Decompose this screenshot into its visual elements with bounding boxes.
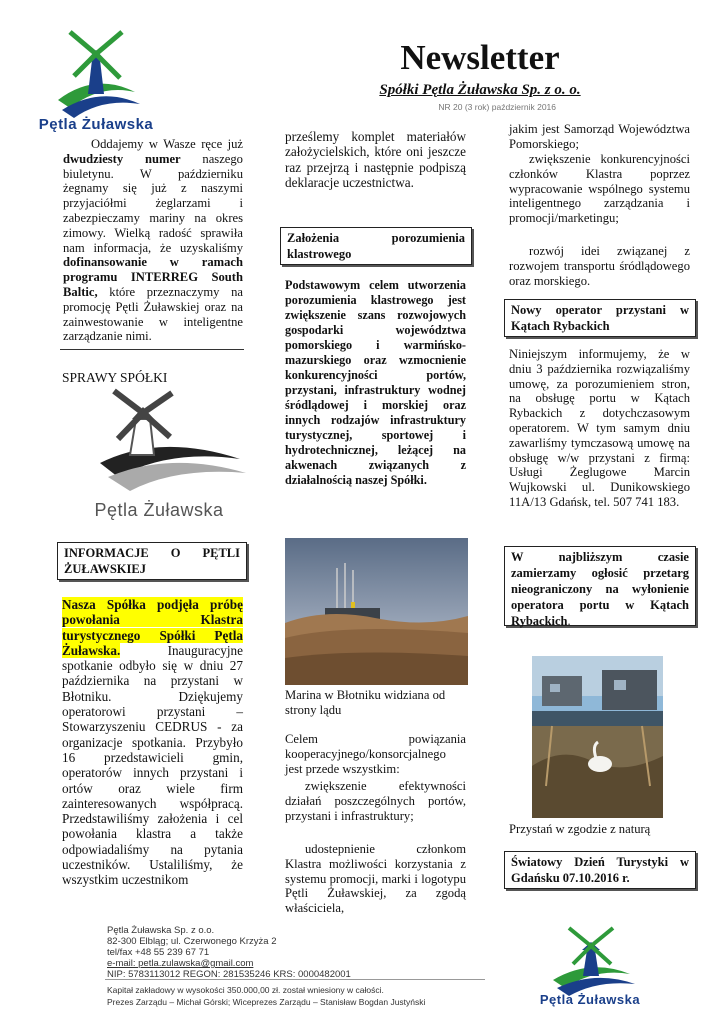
intro-divider [60,349,244,350]
footer-divider [105,979,485,980]
col3-bullet-2: rozwój idei związanej z rozwojem transportu śródlądowego oraz morskiego. [509,244,690,288]
footer-registry: NIP: 5783113012 REGON: 281535246 KRS: 0000482001 [107,969,351,980]
intro-paragraph: Oddajemy w Wasze ręce już dwudziesty numer naszego biuletynu. W październiku żegnamy się już z naszymi przyjaciółmi żeglarzami i zabezpieczamy mariny na okres zimowy. Wielką radość sprawiła nam informacja, że uzyskaliśmy dofinansowanie w ramach programu INTERREG South Baltic, które przeznaczymy na promocję Pętli Żuławskiej oraz na zainwestowanie w inteligentne zarządzanie nimi. [63,137,243,344]
przetarg-box: W najbliższym czasie zamierzamy ogłosić przetarg nieograniczony na wyłonienie operatora portu w Kątach Rybackich. [504,546,696,626]
footer-contact [107,925,427,980]
windmill-logo-icon [530,922,650,998]
col2-bullet-1: zwiększenie efektywności działań poszczególnych portów, przystani i infrastruktury; [285,779,466,823]
footer-logo [530,922,650,1022]
section-logo-text: Pętla Żuławska [94,500,224,520]
klaster-article: Nasza Spółka podjęła próbę powołania Klastra turystycznego Spółki Pętla Żuławska. Inauguracyjne spotkanie odbyło się w dniu 27 października na przystani w Błotniku. Dziękujemy operatorowi przystani – Stowarzyszeniu CEDRUS - za organizacje spotkania. Przybyło 16 przedstawicieli gmin, operatorów innych przystani i ortów oraz wiele firm zainteresowanych współpracą. Przedstawiliśmy założenia i cel powołania klastra a także odpowiadaliśmy na pytania uczestników. Ustaliliśmy, że wszystkim uczestnikom [62,597,243,888]
col2-bullet-2: udostepnienie członkom Klastra możliwości korzystania z systemu promocji, marki i logotypu Pętli Żuławskiej, za zgodą właściciela, [285,842,466,916]
info-box: INFORMACJE O PĘTLI ŻUŁAWSKIEJ [57,542,247,580]
col3-bullet-1: zwiększenie konkurencyjności członków Klastra poprzez wypracowanie wspólnego systemu inteligentnego zarządzania i promocji/marketingu; [509,152,690,226]
section-logo [90,385,250,527]
footer-capital: Kapitał zakładowy w wysokości 350.000,00 zł. został wniesiony w całości. [107,985,384,995]
issue-number: NR 20 (3 rok) październik 2016 [438,102,556,112]
footer-address: 82-300 Elbląg; ul. Czerwonego Krzyża 2 [107,936,277,947]
marina-photo-icon [285,538,468,685]
harbour-photo-caption: Przystań w zgodzie z naturą [509,822,651,836]
col3-continuation: jakim jest Samorząd Województwa Pomorskiego; [509,122,690,151]
footer-logo-name: Pętla Żuławska [539,992,641,1007]
header-logo [38,22,154,134]
turystyka-box: Światowy Dzień Turystyki w Gdańsku 07.10.2016 r. [504,851,696,889]
footer-company: Pętla Żuławska Sp. z o.o. [107,925,215,936]
harbour-photo-icon [532,656,663,818]
harbour-photo [532,656,663,818]
marina-photo [285,538,468,685]
zalozenia-box: Założenia porozumienia klastrowego [280,227,472,265]
col2-intro2: Celem powiązania kooperacyjnego/konsorcjalnego jest przede wszystkim: [285,732,466,776]
logo-name: Pętla Żuławska [38,116,154,133]
operator-box: Nowy operator przystani w Kątach Rybackich [504,299,696,337]
newsletter-subtitle: Spółki Pętla Żuławska Sp. z o. o. [379,82,581,98]
marina-photo-caption: Marina w Błotniku widziana od strony lądu [285,688,446,717]
footer-email[interactable]: e-mail: petla.zulawska@gmail.com [107,958,254,969]
operator-article: Niniejszym informujemy, że w dniu 3 października rozwiązaliśmy umowę, za porozumieniem stron, na obsługę portu w Kątach Rybackich z dotychczasowym operatorem. W tym samym dniu zawarliśmy tymczasową umowę na obsługę w/w przystani z firmą: Usługi Żeglugowe Marcin Wujkowski ul. Dunikowskiego 11A/13 Gdańsk, tel. 507 741 183. [509,347,690,509]
windmill-logo-icon [40,22,150,122]
section-heading: SPRAWY SPÓŁKI [62,370,168,385]
footer-phone: tel/fax +48 55 239 67 71 [107,947,210,958]
footer-board: Prezes Zarządu – Michał Górski; Wiceprezes Zarządu – Stanisław Bogdan Justyński [107,997,426,1007]
col2-continuation: prześlemy komplet materiałów założycielskich, które oni jeszcze raz przejrzą i następnie podpiszą deklaracje uczestnictwa. [285,129,466,190]
windmill-grey-icon [90,385,250,495]
klaster-goal-paragraph: Podstawowym celem utworzenia porozumienia klastrowego jest zwiększenie szans rozwojowych gospodarki województwa pomorskiego i warmińsko-mazurskiego oraz wzmocnienie konkurencyjności portów, przystani, infrastruktury wodnej śródlądowej i morskiej oraz innych rodzajów infrastruktury turystycznej, sportowej i hydrotechnicznej, leżącej na akwenach związanych z działalnością naszej Spółki. [285,278,466,487]
newsletter-title: Newsletter [400,38,560,77]
